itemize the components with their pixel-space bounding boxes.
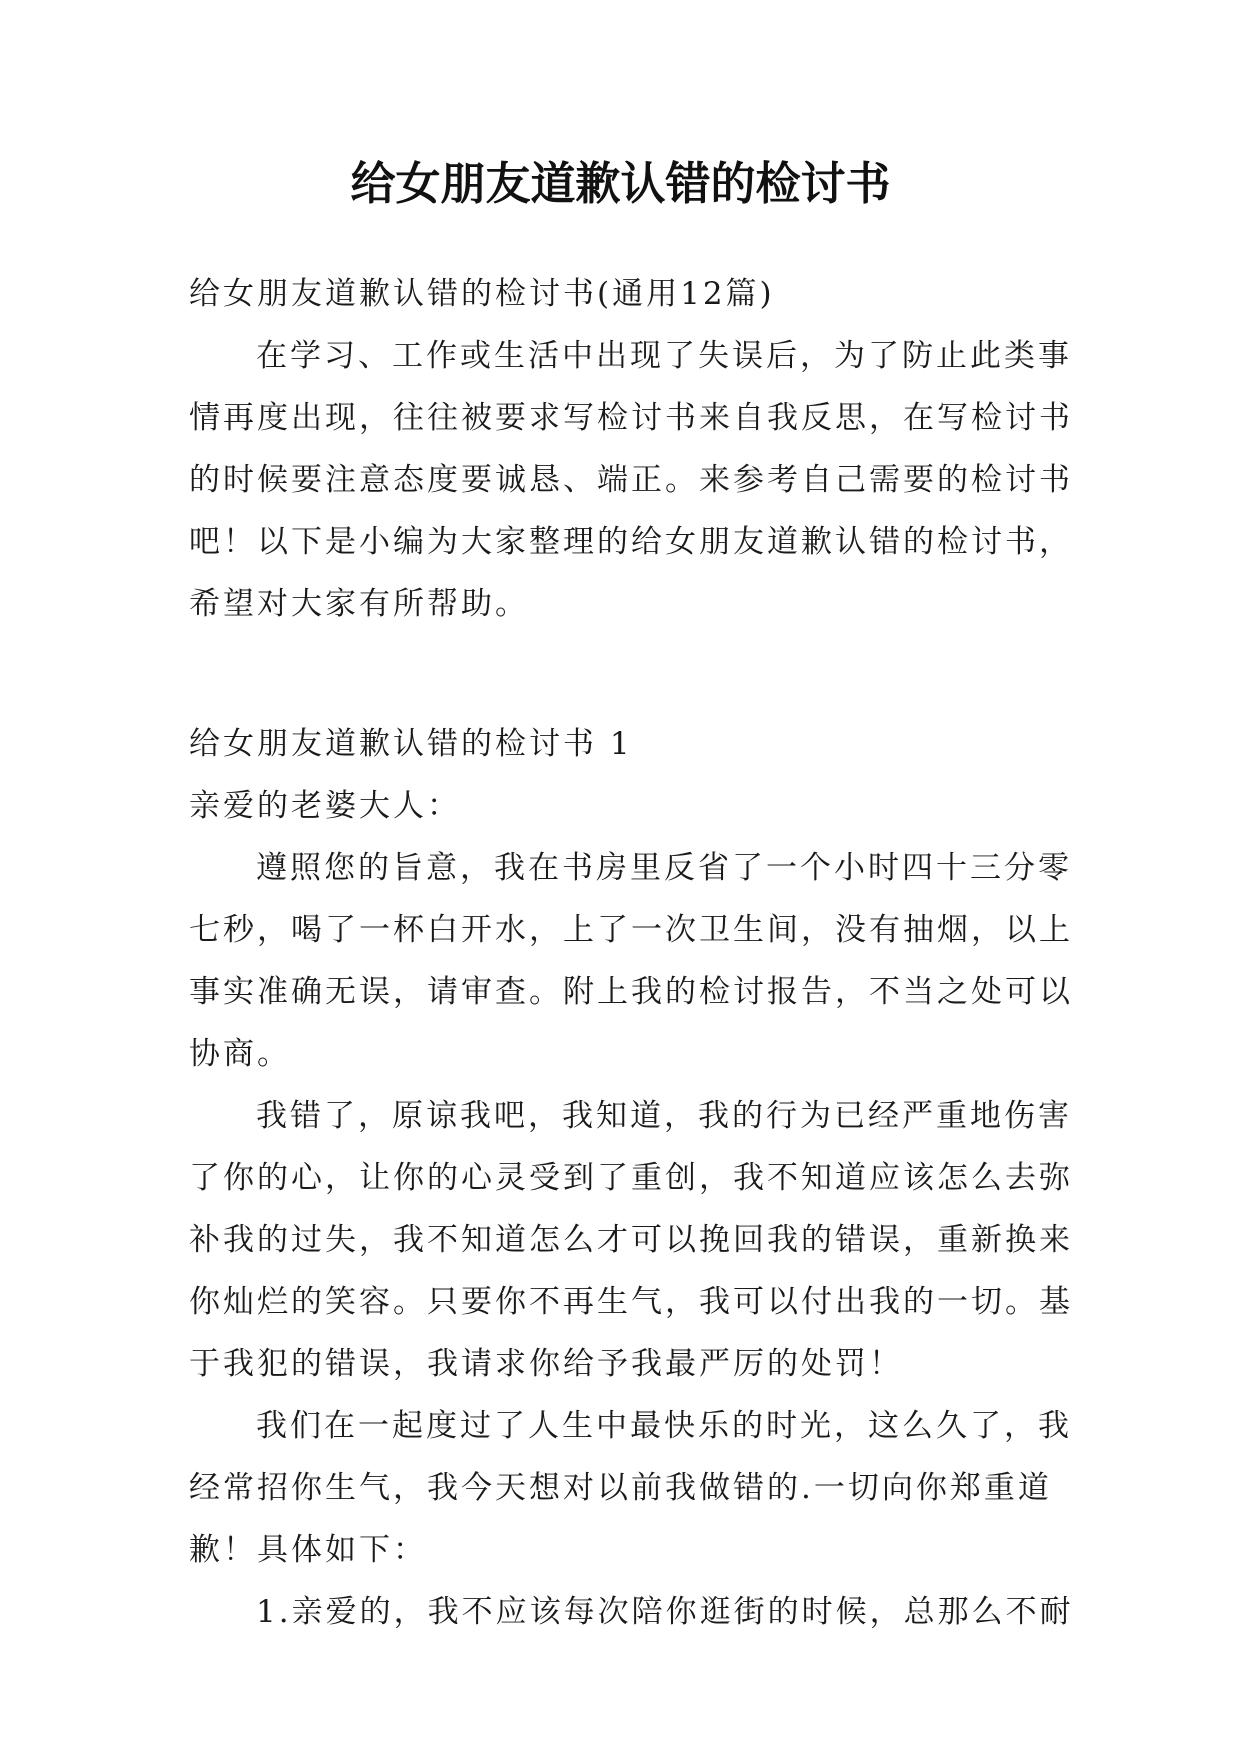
paragraph-line: 经常招你生气，我今天想对以前我做错的.一切向你郑重道	[189, 1470, 1052, 1506]
document-body	[189, 263, 1074, 1643]
paragraph-line: 遵照您的旨意，我在书房里反省了一个小时四十三分零	[256, 850, 1072, 886]
paragraph-line: 协商。	[189, 1036, 291, 1072]
section-spacer	[189, 635, 1049, 713]
section-heading: 给女朋友道歉认错的检讨书 1	[189, 726, 633, 762]
paragraph-line: 歉！具体如下：	[189, 1532, 427, 1568]
list-item-1	[189, 1581, 1074, 1643]
paragraph-line: 七秒，喝了一杯白开水，上了一次卫生间，没有抽烟，以上	[189, 912, 1073, 948]
paragraph-line: 于我犯的错误，我请求你给予我最严厉的处罚！	[189, 1346, 903, 1382]
intro-line: 希望对大家有所帮助。	[189, 586, 529, 622]
salutation: 亲爱的老婆大人：	[189, 788, 461, 824]
paragraph-line: 你灿烂的笑容。只要你不再生气，我可以付出我的一切。基	[189, 1284, 1073, 1320]
paragraph-line: 补我的过失，我不知道怎么才可以挽回我的错误，重新换来	[189, 1222, 1073, 1258]
intro-line: 的时候要注意态度要诚恳、端正。来参考自己需要的检讨书	[189, 462, 1073, 498]
intro-line: 在学习、工作或生活中出现了失误后，为了防止此类事	[256, 338, 1072, 374]
subtitle-line: 给女朋友道歉认错的检讨书(通用12篇)	[189, 276, 775, 312]
paragraph-line: 了你的心，让你的心灵受到了重创，我不知道应该怎么去弥	[189, 1160, 1073, 1196]
paragraph-3	[189, 1395, 1072, 1581]
list-item-line: 1.亲爱的，我不应该每次陪你逛街的时候，总那么不耐	[256, 1594, 1074, 1630]
paragraph-line: 事实准确无误，请审查。附上我的检讨报告，不当之处可以	[189, 974, 1073, 1010]
document-title: 给女朋友道歉认错的检讨书	[350, 157, 891, 210]
paragraph-line: 我们在一起度过了人生中最快乐的时光，这么久了，我	[256, 1408, 1072, 1444]
paragraph-2	[189, 1085, 1073, 1395]
paragraph-1	[189, 837, 1073, 1085]
intro-line: 情再度出现，往往被要求写检讨书来自我反思，在写检讨书	[189, 400, 1073, 436]
paragraph-line: 我错了，原谅我吧，我知道，我的行为已经严重地伤害	[256, 1098, 1072, 1134]
intro-line: 吧！以下是小编为大家整理的给女朋友道歉认错的检讨书，	[189, 524, 1073, 560]
intro-paragraph	[189, 325, 1073, 635]
